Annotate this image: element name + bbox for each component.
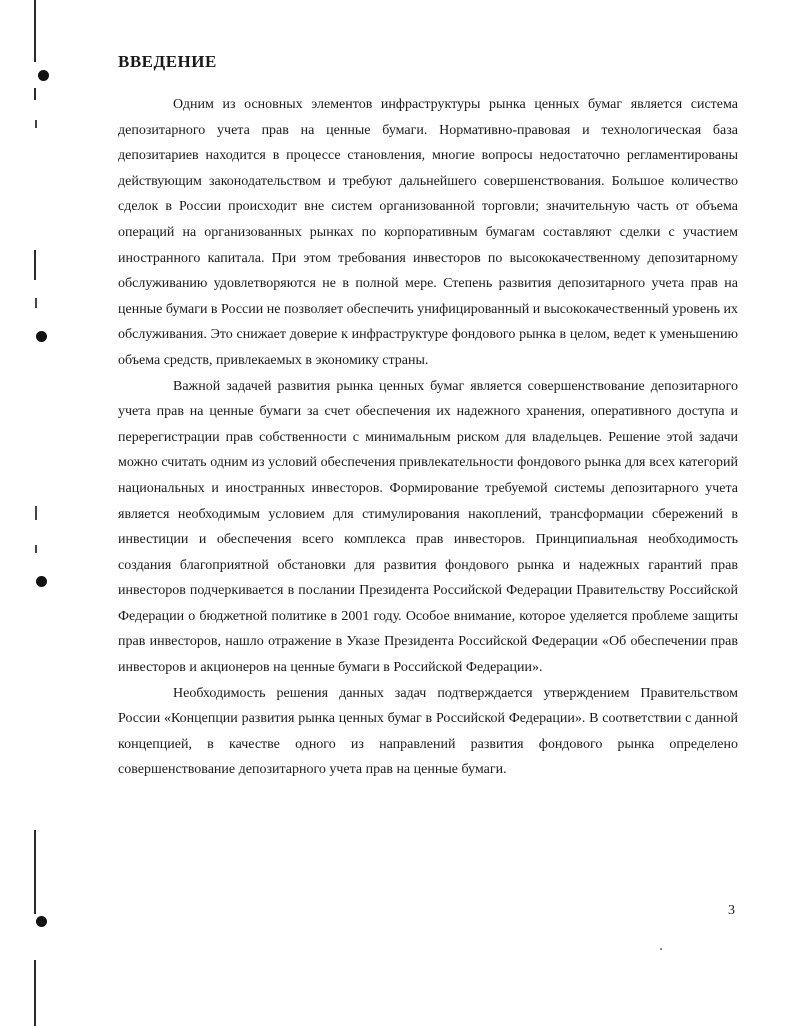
paragraph: Важной задачей развития рынка ценных бумаг является совершенствование депозитарного учета прав на ценные бумаги за счет обеспечения их надежного хранения, оперативного доступа и перерегистрации прав собственности с минимальным риском для владельцев. Решение этой задачи можно считать одним из условий обеспечения привлекательности фондового рынка для всех категорий национальных и иностранных инвесторов. Формирование требуемой системы депозитарного учета является необходимым условием для стимулирования накоплений, трансформации сбережений в инвестиции и обеспечения всего комплекса прав инвесторов. Принципиальная необходимость создания благоприятной обстановки для развития фондового рынка и надежных гарантий прав инвесторов подчеркивается в послании Президента Российской Федерации Правительству Российской Федерации о бюджетной политике в 2001 году. Особое внимание, которое уделяется проблеме защиты прав инвесторов, нашло отражение в Указе Президента Российской Федерации «Об обеспечении прав инвесторов и акционеров на ценные бумаги в Российской Федерации».: [118, 378, 738, 676]
binding-line: [34, 250, 36, 280]
punch-hole: [36, 916, 47, 927]
scan-mark: [35, 298, 37, 308]
scan-mark: [35, 545, 37, 553]
paragraph: Необходимость решения данных задач подтверждается утверждением Правительством России «Концепции развития рынка ценных бумаг в Российской Федерации». В соответствии с данной концепцией, в качестве одного из направлений развития фондового рынка определено совершенствование депозитарного учета прав на ценные бумаги.: [118, 685, 738, 778]
binding-line: [34, 830, 36, 914]
punch-hole: [36, 576, 47, 587]
section-heading: ВВЕДЕНИЕ: [118, 52, 217, 71]
scan-mark: [35, 120, 37, 128]
paragraph: Одним из основных элементов инфраструктуры рынка ценных бумаг является система депозитарного учета прав на ценные бумаги. Нормативно-правовая и технологическая база депозитариев находится в процессе становления, многие вопросы недостаточно регламентированы действующим законодательством и требуют дальнейшего совершенствования. Большое количество сделок в России происходит вне систем организованной торговли; значительную часть от объема операций на организованных рынках по корпоративным бумагам составляют сделки с участием иностранного капитала. При этом требования инвесторов по высококачественному депозитарному обслуживанию удовлетворяются не в полной мере. Степень развития депозитарного учета прав на ценные бумаги в России не позволяет обеспечить унифицированный и высококачественный уровень их обслуживания. Это снижает доверие к инфраструктуре фондового рынка в целом, ведет к уменьшению объема средств, привлекаемых в экономику страны.: [118, 97, 738, 368]
scan-mark: [35, 506, 37, 520]
binding-line: [34, 0, 36, 62]
punch-hole: [38, 70, 49, 81]
binding-line: [34, 960, 36, 1026]
scan-speck: [660, 948, 662, 950]
punch-hole: [36, 331, 47, 342]
page-number: 3: [728, 903, 735, 918]
body-text: [118, 92, 738, 783]
binding-line: [34, 88, 36, 100]
